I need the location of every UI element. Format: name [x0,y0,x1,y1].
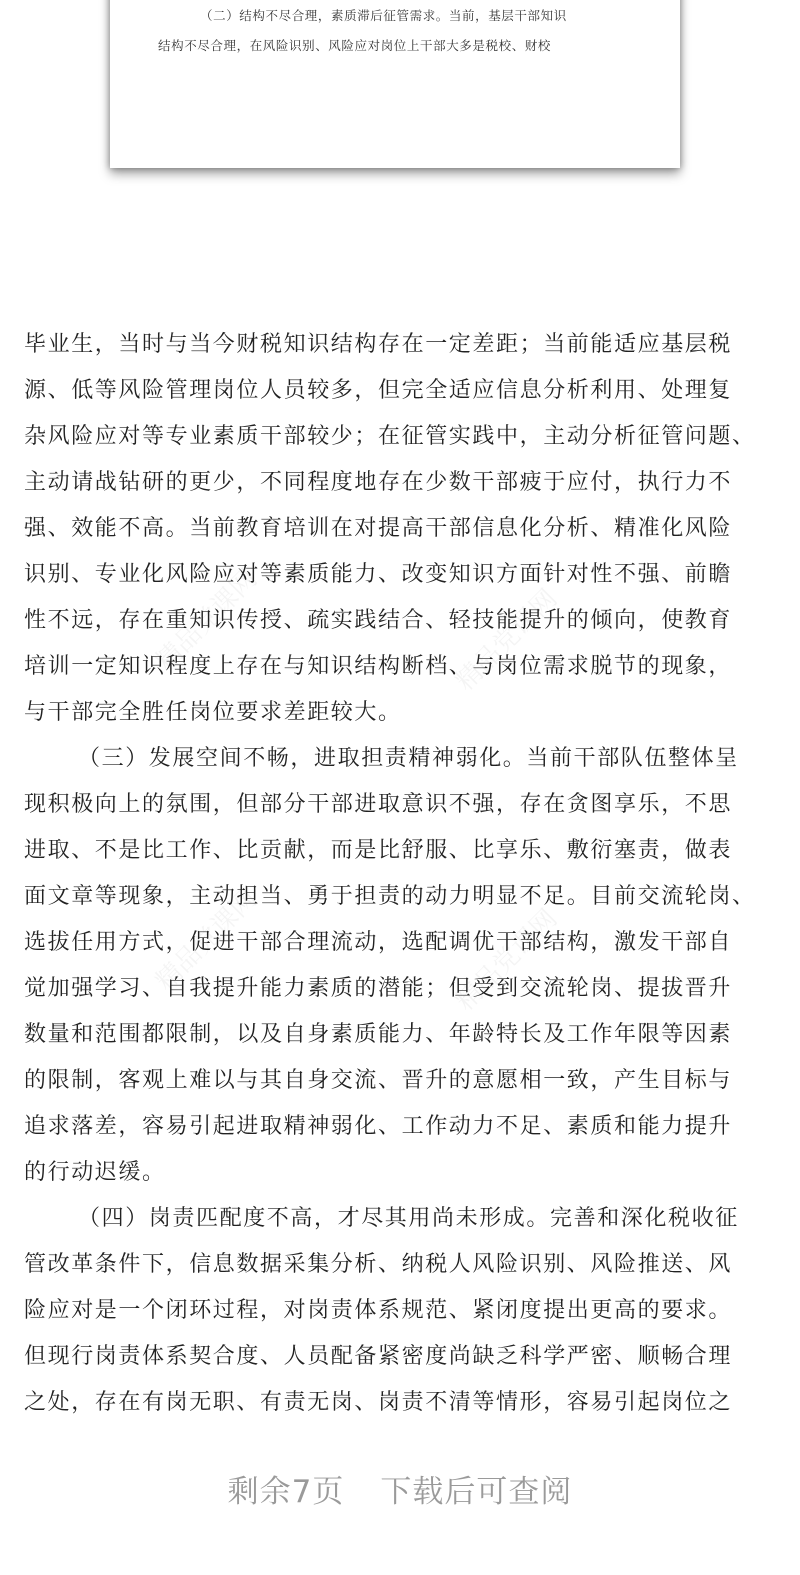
body-line: 性不远，存在重知识传授、疏实践结合、轻技能提升的倾向，使教育 [24,608,733,633]
body-line: 数量和范围都限制，以及自身素质能力、年龄特长及工作年限等因素 [24,1022,733,1047]
body-line: 杂风险应对等专业素质干部较少；在征管实践中，主动分析征管问题、 [24,424,756,449]
download-prompt[interactable] [0,1466,800,1511]
body-line: 强、效能不高。当前教育培训在对提高干部信息化分析、精准化风险 [24,516,733,541]
body-line: 识别、专业化风险应对等素质能力、改变知识方面针对性不强、前瞻 [24,562,733,587]
body-line: 与干部完全胜任岗位要求差距较大。 [24,700,402,725]
preview-page-card [110,0,680,168]
download-to-view-label[interactable]: 下载后可查阅 [380,1474,573,1510]
section-heading-4: （四）岗责匹配度不高，才尽其用尚未形成。完善和深化税收征 [78,1206,739,1231]
body-line: 管改革条件下，信息数据采集分析、纳税人风险识别、风险推送、风 [24,1252,733,1277]
body-line: 培训一定知识程度上存在与知识结构断档、与岗位需求脱节的现象， [24,654,733,679]
body-line: 觉加强学习、自我提升能力素质的潜能；但受到交流轮岗、提拔晋升 [24,976,733,1001]
body-line: 面文章等现象，主动担当、勇于担责的动力明显不足。目前交流轮岗、 [24,884,756,909]
preview-line-1: （二）结构不尽合理，素质滞后征管需求。当前，基层干部知识 [200,8,567,23]
body-line: 之处，存在有岗无职、有责无岗、岗责不清等情形，容易引起岗位之 [24,1390,733,1415]
body-line: 的限制，客观上难以与其自身交流、晋升的意愿相一致，产生目标与 [24,1068,733,1093]
remaining-pages-label[interactable]: 剩余7页 [227,1474,345,1510]
document-body [24,322,794,1426]
preview-line-2: 结构不尽合理，在风险识别、风险应对岗位上干部大多是税校、财校 [158,38,552,53]
body-line: 主动请战钻研的更少，不同程度地存在少数干部疲于应付，执行力不 [24,470,733,495]
body-line: 的行动迟缓。 [24,1160,166,1185]
body-line: 现积极向上的氛围，但部分干部进取意识不强，存在贪图享乐，不思 [24,792,733,817]
body-line: 但现行岗责体系契合度、人员配备紧密度尚缺乏科学严密、顺畅合理 [24,1344,733,1369]
body-line: 毕业生，当时与当今财税知识结构存在一定差距；当前能适应基层税 [24,332,733,357]
section-heading-3: （三）发展空间不畅，进取担责精神弱化。当前干部队伍整体呈 [78,746,739,771]
body-line: 源、低等风险管理岗位人员较多，但完全适应信息分析利用、处理复 [24,378,733,403]
body-line: 险应对是一个闭环过程，对岗责体系规范、紧闭度提出更高的要求。 [24,1298,733,1323]
body-line: 进取、不是比工作、比贡献，而是比舒服、比享乐、敷衍塞责，做表 [24,838,733,863]
body-line: 追求落差，容易引起进取精神弱化、工作动力不足、素质和能力提升 [24,1114,733,1139]
body-line: 选拔任用方式，促进干部合理流动，选配调优干部结构，激发干部自 [24,930,733,955]
